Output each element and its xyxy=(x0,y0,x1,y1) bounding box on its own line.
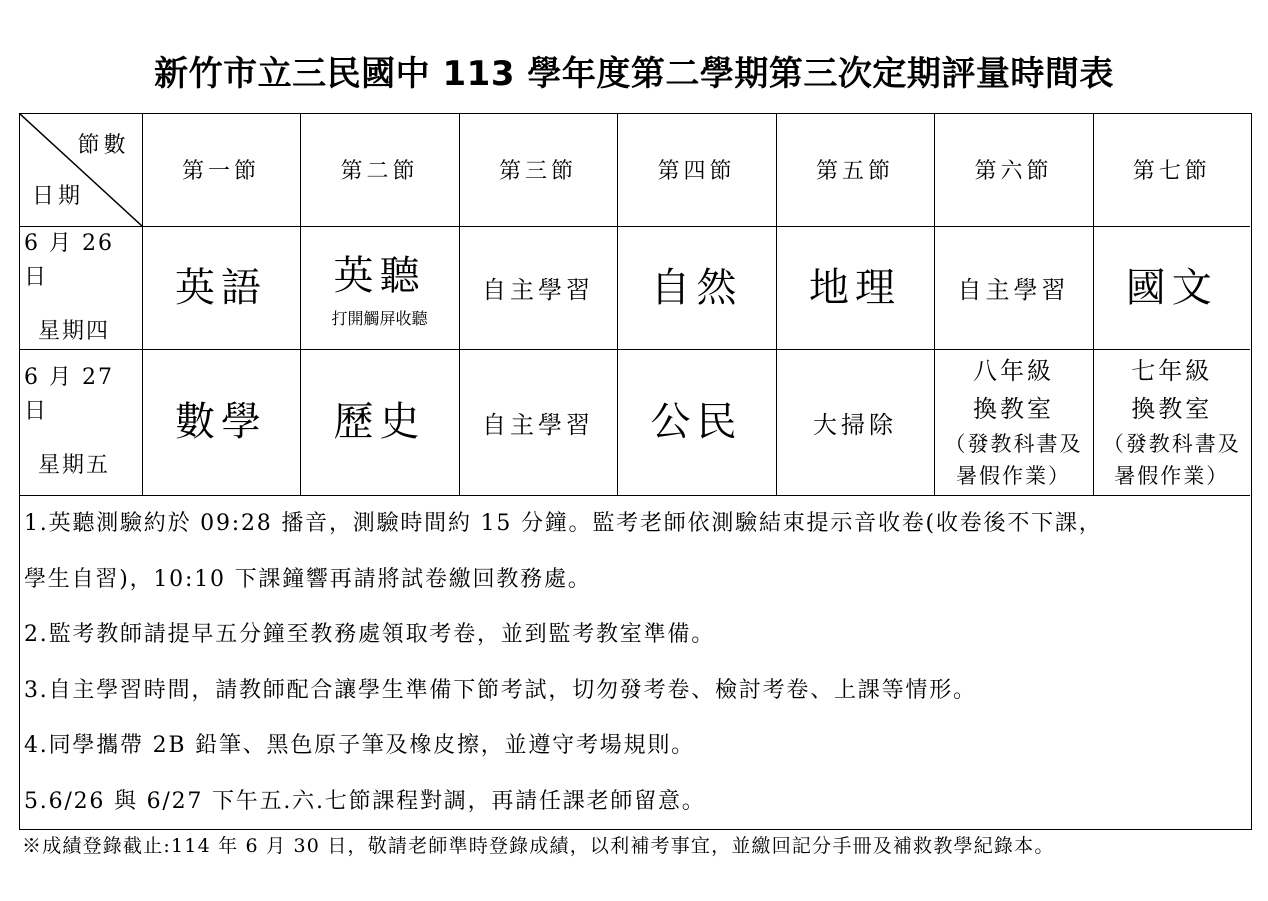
period-header-7: 第七節 xyxy=(1093,114,1250,226)
day-row-thursday xyxy=(20,226,1250,349)
header-row xyxy=(20,114,1250,226)
note-line: 學生自習)，10:10 下課鐘響再請將試卷繳回教務處。 xyxy=(24,566,592,592)
note-line: 3.自主學習時間，請教師配合讓學生準備下節考試，切勿發考卷、檢討考卷、上課等情形。 xyxy=(24,677,977,703)
slot-cell xyxy=(142,349,300,495)
subject-label: 國文 xyxy=(1125,264,1218,311)
subject-label: 自主學習 xyxy=(482,276,594,304)
subject-label: 歷史 xyxy=(333,399,426,445)
note-line: 4.同學攜帶 2B 鉛筆、黑色原子筆及橡皮擦，並遵守考場規則。 xyxy=(24,733,695,759)
weekday-label: 星期四 xyxy=(38,318,111,344)
corner-label-date: 日期 xyxy=(32,183,85,209)
slot-cell xyxy=(300,226,459,349)
slot-cell xyxy=(776,226,934,349)
period-header-1: 第一節 xyxy=(142,114,300,226)
subject-label: 英語 xyxy=(175,264,267,311)
date-label: 6 月 27 日 xyxy=(24,365,114,424)
note-line: 5.6/26 與 6/27 下午五.六.七節課程對調，再請任課老師留意。 xyxy=(24,788,706,814)
period-header-6: 第六節 xyxy=(934,114,1093,226)
subject-label: 數學 xyxy=(175,399,267,445)
day-row-friday xyxy=(20,349,1250,495)
corner-label-periods: 節數 xyxy=(77,133,130,158)
slot-line: 暑假作業） xyxy=(1114,464,1230,488)
slot-cell xyxy=(142,226,300,349)
subject-label: 大掃除 xyxy=(813,410,897,439)
date-cell xyxy=(20,349,142,495)
slot-line: （發教科書及 xyxy=(1102,432,1241,456)
period-header-5: 第五節 xyxy=(776,114,934,226)
footer-note: ※成績登錄截止:114 年 6 月 30 日，敬請老師準時登錄成績，以利補考事宜，並繳回記分手冊及補救教學紀錄本。 xyxy=(22,835,1055,857)
slot-cell xyxy=(934,226,1093,349)
subject-label: 英聽 xyxy=(333,252,426,299)
period-header-3: 第三節 xyxy=(459,114,617,226)
subject-label: 自主學習 xyxy=(482,410,594,439)
exam-schedule-sheet xyxy=(19,113,1252,830)
subject-label: 地理 xyxy=(809,264,901,311)
period-header-2: 第二節 xyxy=(300,114,459,226)
slot-line: 七年級 xyxy=(1131,357,1213,385)
schedule-table xyxy=(20,114,1250,496)
date-label: 6 月 26 日 xyxy=(24,230,114,290)
subject-label: 自然 xyxy=(650,264,743,311)
slot-cell xyxy=(617,349,776,495)
weekday-label: 星期五 xyxy=(38,453,111,478)
slot-line: 換教室 xyxy=(973,395,1054,423)
date-cell xyxy=(20,226,142,349)
note-line: 2.監考教師請提早五分鐘至教務處領取考卷，並到監考教室準備。 xyxy=(24,622,715,648)
note-line: 1.英聽測驗約於 09:28 播音，測驗時間約 15 分鐘。監考老師依測驗結束提示音收卷(收卷後不下課， xyxy=(24,511,1103,536)
slot-line: 換教室 xyxy=(1131,395,1213,423)
slot-cell xyxy=(1093,349,1250,495)
slot-cell xyxy=(459,226,617,349)
slot-line: 八年級 xyxy=(973,357,1054,385)
notes-section xyxy=(24,496,1246,830)
slot-cell xyxy=(300,349,459,495)
slot-cell xyxy=(934,349,1093,495)
slot-note: 打開觸屏收聽 xyxy=(331,308,428,328)
subject-label: 公民 xyxy=(650,399,743,445)
slot-cell xyxy=(776,349,934,495)
slot-cell xyxy=(459,349,617,495)
subject-label: 自主學習 xyxy=(957,276,1070,304)
slot-cell xyxy=(617,226,776,349)
slot-line: （發教科書及 xyxy=(944,432,1083,456)
slot-line: 暑假作業） xyxy=(956,464,1071,488)
corner-cell xyxy=(20,114,142,226)
period-header-4: 第四節 xyxy=(617,114,776,226)
slot-cell xyxy=(1093,226,1250,349)
page-title: 新竹市立三民國中 113 學年度第二學期第三次定期評量時間表 xyxy=(154,54,1114,94)
